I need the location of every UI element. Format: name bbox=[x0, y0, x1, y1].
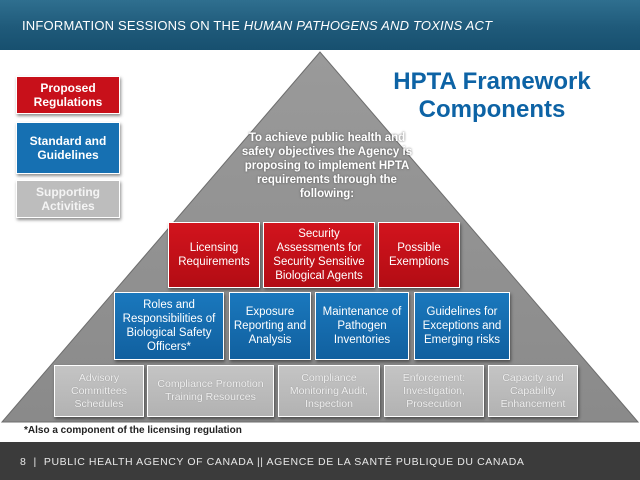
footer-text: 8 | PUBLIC HEALTH AGENCY OF CANADA || AGENCE DE LA SANTÉ PUBLIQUE DU CANADA bbox=[20, 456, 525, 468]
footnote: *Also a component of the licensing regulation bbox=[24, 425, 242, 436]
regulation-licensing: Licensing Requirements bbox=[168, 222, 260, 288]
standard-bso-roles: Roles and Responsibilities of Biological Safety Officers* bbox=[114, 292, 224, 360]
intro-text: To achieve public health and safety objectives the Agency is proposing to implement HPTA requirements through the following: bbox=[241, 132, 413, 200]
page-number: 8 bbox=[20, 456, 27, 468]
regulation-security-assessments: Security Assessments for Security Sensitive Biological Agents bbox=[263, 222, 375, 288]
standard-pathogen-inventories: Maintenance of Pathogen Inventories bbox=[315, 292, 409, 360]
standard-exceptions-guidelines: Guidelines for Exceptions and Emerging risks bbox=[414, 292, 510, 360]
activity-enforcement: Enforcement: Investigation, Prosecution bbox=[384, 365, 484, 417]
header-title: INFORMATION SESSIONS ON THE HUMAN PATHOGENS AND TOXINS ACT bbox=[22, 18, 493, 33]
activity-advisory-committees: Advisory Committees Schedules bbox=[54, 365, 144, 417]
legend-supporting-activities: Supporting Activities bbox=[16, 180, 120, 218]
footer-agency: PUBLIC HEALTH AGENCY OF CANADA || AGENCE DE LA SANTÉ PUBLIQUE DU CANADA bbox=[43, 456, 525, 468]
regulation-possible-exemptions: Possible Exemptions bbox=[378, 222, 460, 288]
legend-standard-guidelines: Standard and Guidelines bbox=[16, 122, 120, 174]
activity-capacity-enhancement: Capacity and Capability Enhancement bbox=[488, 365, 578, 417]
standard-exposure-reporting: Exposure Reporting and Analysis bbox=[229, 292, 311, 360]
activity-compliance-monitoring: Compliance Monitoring Audit, Inspection bbox=[278, 365, 380, 417]
activity-compliance-promotion: Compliance Promotion Training Resources bbox=[147, 365, 274, 417]
legend-proposed-regulations: Proposed Regulations bbox=[16, 76, 120, 114]
footer-bar bbox=[0, 442, 640, 480]
slide-title: HPTA Framework Components bbox=[393, 68, 591, 123]
